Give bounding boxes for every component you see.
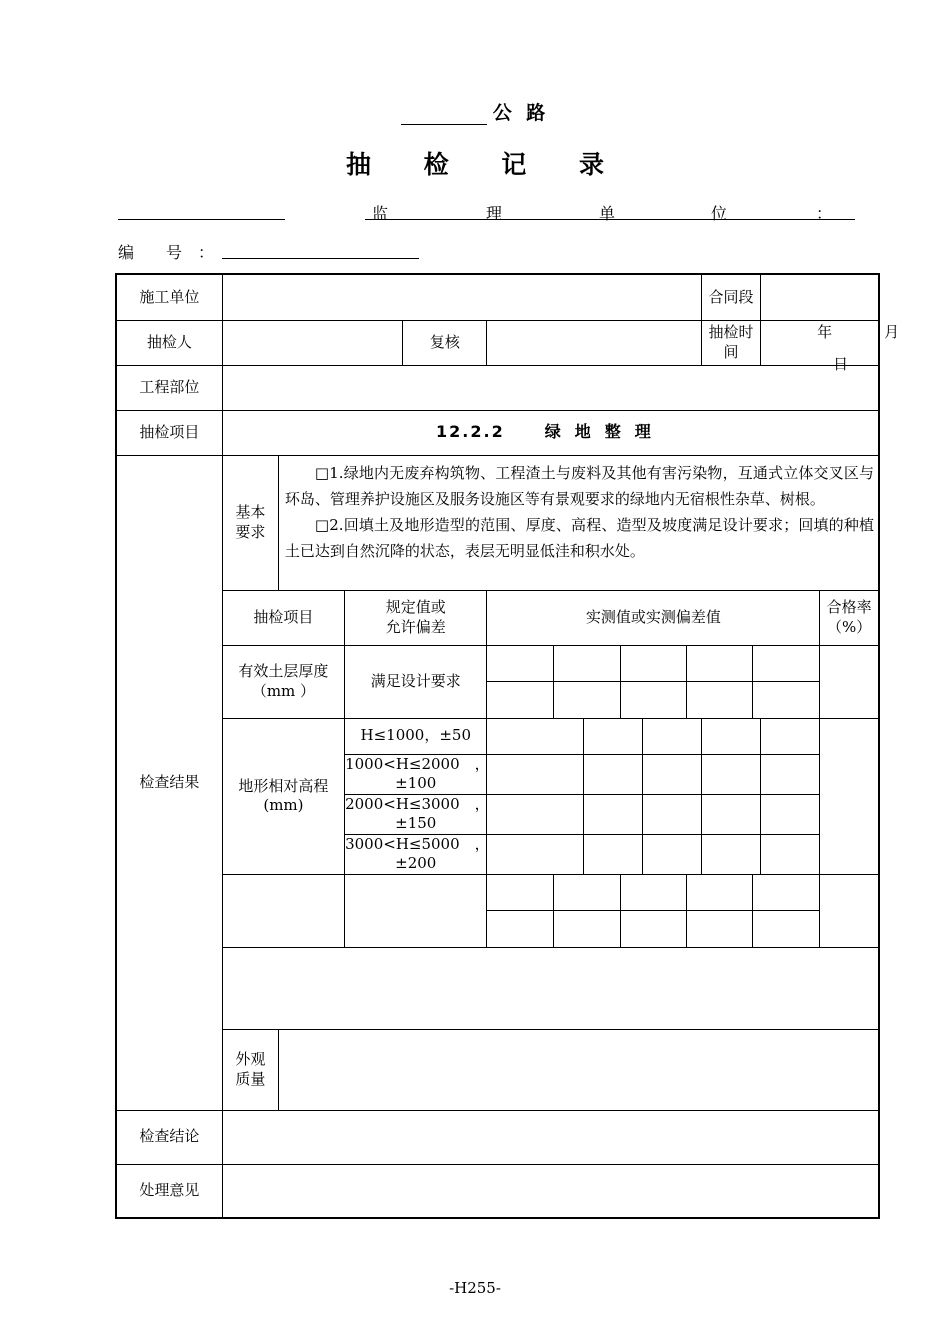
location-label: 工程部位: [116, 365, 222, 410]
item-code: 12.2.2: [436, 422, 505, 442]
value-cell[interactable]: [761, 794, 820, 834]
value-cell[interactable]: [761, 754, 820, 794]
value-cell[interactable]: [583, 794, 642, 834]
supervisor-char-2: 理: [486, 204, 503, 223]
value-cell[interactable]: [701, 794, 760, 834]
reviewer-label: 复核: [403, 320, 487, 365]
opinion-label: 处理意见: [116, 1164, 222, 1218]
value-cell[interactable]: [687, 682, 753, 718]
value-cell[interactable]: [620, 682, 686, 718]
supervisor-colon: ：: [816, 204, 833, 223]
date-day: 日: [833, 354, 849, 373]
serial-label: 编 号 ：: [118, 243, 215, 262]
value-cell[interactable]: [583, 718, 642, 754]
value-cell[interactable]: [701, 834, 760, 874]
basic-req-label: 基本 要求: [222, 455, 278, 590]
item-title: [222, 410, 879, 455]
appearance-field[interactable]: [278, 1029, 879, 1110]
soil-thickness-values: [487, 645, 820, 718]
value-cell[interactable]: [620, 875, 686, 911]
value-cell[interactable]: [487, 834, 583, 874]
pass-rate-field[interactable]: [820, 874, 879, 947]
value-cell[interactable]: [753, 875, 819, 911]
value-cell[interactable]: [554, 875, 620, 911]
elevation-spec-1: H≤1000，±50: [345, 718, 487, 754]
elevation-spec-2: 1000<H≤2000 ，±100: [345, 754, 490, 792]
pass-rate-field[interactable]: [820, 645, 879, 718]
supervisor-char-3: 单: [599, 204, 616, 223]
value-cell[interactable]: [642, 754, 701, 794]
notes-field[interactable]: [222, 947, 879, 1029]
value-cell[interactable]: [642, 718, 701, 754]
supervisor-char-1: 监: [372, 204, 389, 223]
supervisor-blank[interactable]: [118, 219, 285, 220]
inspector-field[interactable]: [222, 320, 402, 365]
value-cell[interactable]: [687, 911, 753, 947]
value-cell[interactable]: [583, 834, 642, 874]
item-label: 抽检项目: [116, 410, 222, 455]
value-cell[interactable]: [761, 718, 820, 754]
value-cell[interactable]: [487, 646, 553, 682]
value-cell[interactable]: [701, 754, 760, 794]
col-header-spec: 规定值或 允许偏差: [345, 590, 487, 645]
blank-item-field[interactable]: [222, 874, 344, 947]
value-cell[interactable]: [583, 754, 642, 794]
col-header-pass-rate: 合格率 （%）: [820, 590, 879, 645]
row-elevation-name: 地形相对高程 (mm): [222, 718, 344, 874]
page-title: 抽 检 记 录: [345, 150, 627, 179]
conclusion-label: 检查结论: [116, 1110, 222, 1164]
form-title-line: [0, 98, 950, 125]
blank-spec-field[interactable]: [345, 874, 487, 947]
value-cell[interactable]: [554, 911, 620, 947]
location-field[interactable]: [222, 365, 879, 410]
pass-rate-field[interactable]: [820, 718, 879, 874]
value-cell[interactable]: [687, 875, 753, 911]
value-cell[interactable]: [642, 794, 701, 834]
value-cell[interactable]: [554, 646, 620, 682]
contract-section-field[interactable]: [761, 274, 879, 320]
basic-requirements: [278, 455, 879, 590]
value-cell[interactable]: [487, 754, 583, 794]
value-cell[interactable]: [753, 646, 819, 682]
requirement-2[interactable]: □2.回填土及地形造型的范围、厚度、高程、造型及坡度满足设计要求；回填的种植土已达到自然沉降的状态，表层无明显低洼和积水处。: [284, 515, 874, 560]
row-soil-thickness-name: 有效土层厚度 （mm ）: [222, 645, 344, 718]
value-cell[interactable]: [620, 911, 686, 947]
reviewer-field[interactable]: [487, 320, 702, 365]
appearance-label: 外观 质量: [222, 1029, 278, 1110]
value-cell[interactable]: [487, 911, 553, 947]
value-cell[interactable]: [701, 718, 760, 754]
road-name-blank[interactable]: [401, 106, 487, 125]
value-cell[interactable]: [487, 875, 553, 911]
value-cell[interactable]: [687, 646, 753, 682]
col-header-item: 抽检项目: [222, 590, 344, 645]
value-cell[interactable]: [487, 794, 583, 834]
inspection-time-field[interactable]: [761, 320, 900, 373]
item-name: 绿地整理: [544, 422, 665, 442]
row-soil-thickness-spec: 满足设计要求: [345, 645, 487, 718]
blank-values: [487, 874, 820, 947]
value-cell[interactable]: [642, 834, 701, 874]
supervisor-char-4: 位: [711, 204, 728, 223]
construction-unit-field[interactable]: [222, 274, 701, 320]
requirement-1[interactable]: □1.绿地内无废弃构筑物、工程渣土与废料及其他有害污染物，互通式立体交叉区与环岛、管理养护设施区及服务设施区等有景观要求的绿地内无宿根性杂草、树根。: [284, 463, 874, 508]
page-number: -H255-: [449, 1279, 501, 1297]
conclusion-field[interactable]: [222, 1110, 879, 1164]
date-year: 年: [817, 322, 833, 341]
construction-unit-label: 施工单位: [116, 274, 222, 320]
inspection-time-label: 抽检时间: [701, 320, 760, 365]
value-cell[interactable]: [761, 834, 820, 874]
col-header-measured: 实测值或实测偏差值: [487, 590, 820, 645]
elevation-spec-3: 2000<H≤3000 ，±150: [345, 794, 490, 832]
check-result-label: 检查结果: [116, 455, 222, 1110]
value-cell[interactable]: [753, 911, 819, 947]
inspection-table: [115, 273, 900, 1219]
elevation-spec-4: 3000<H≤5000 ，±200: [345, 834, 490, 872]
serial-blank[interactable]: [222, 258, 419, 259]
value-cell[interactable]: [487, 718, 583, 754]
date-month: 月: [884, 322, 900, 341]
value-cell[interactable]: [487, 682, 553, 718]
value-cell[interactable]: [620, 646, 686, 682]
opinion-field[interactable]: [222, 1164, 879, 1218]
value-cell[interactable]: [554, 682, 620, 718]
road-suffix: 公 路: [492, 102, 550, 124]
inspector-label: 抽检人: [116, 320, 222, 365]
value-cell[interactable]: [753, 682, 819, 718]
contract-section-label: 合同段: [701, 274, 760, 320]
